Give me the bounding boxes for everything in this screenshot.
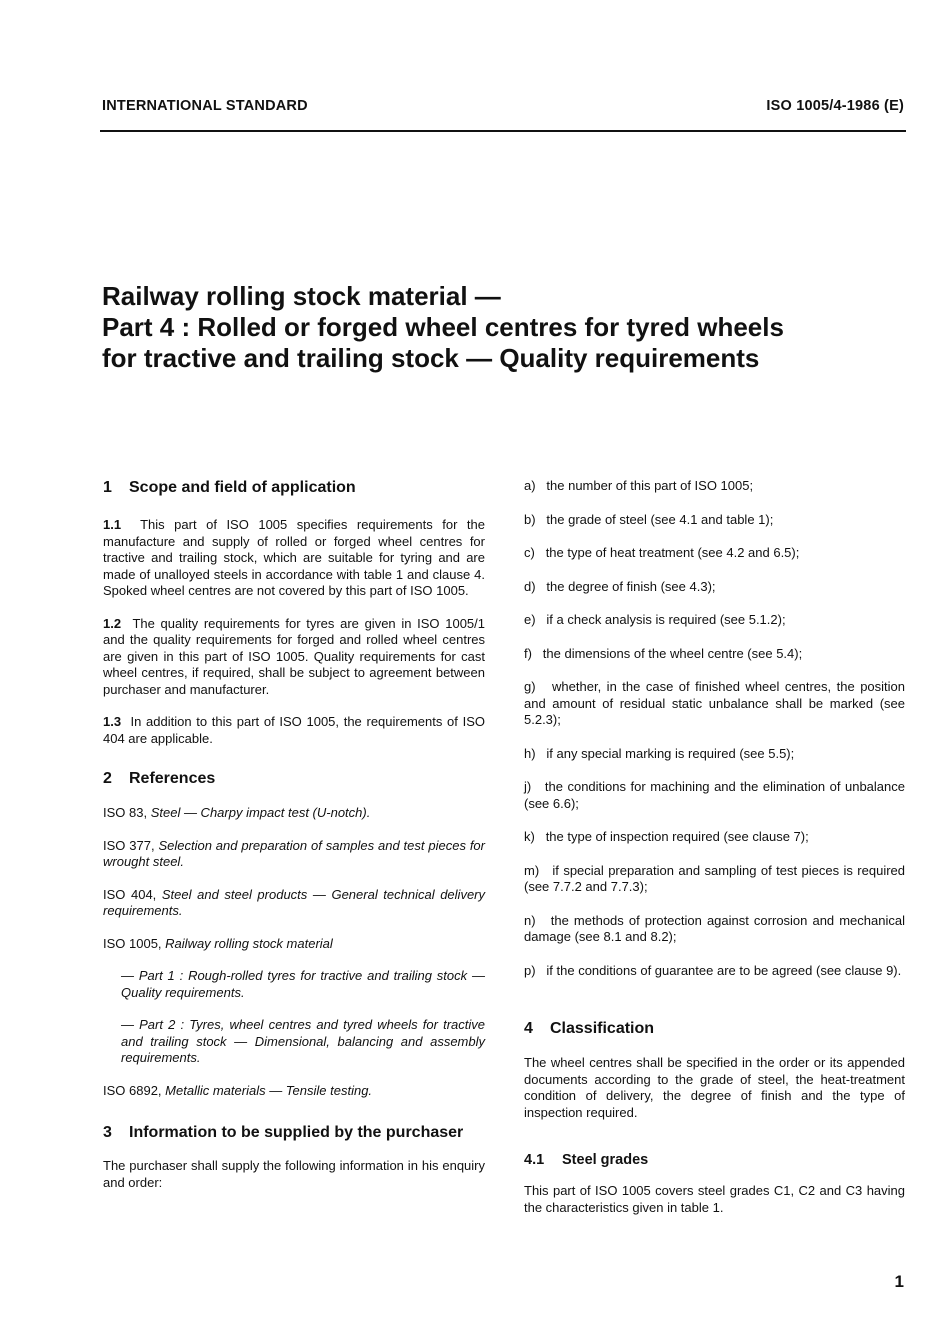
section-3-heading: 3 Information to be supplied by the purchaser bbox=[103, 1124, 464, 1141]
header-rule bbox=[100, 130, 906, 132]
list-item: a) the number of this part of ISO 1005; bbox=[524, 478, 754, 493]
list-item: p) if the conditions of guarantee are to be agreed (see clause 9). bbox=[524, 962, 902, 978]
list-item: j) the conditions for machining and the elimination of unbalance (see 6.6); bbox=[524, 779, 905, 811]
paragraph-1-1: 1.1 This part of ISO 1005 specifies requirements for the manufacture and supply of rolled or forged wheel centres for tractive and trailing stock, which are suitable for tyring and are made of unalloyed steels in accordance with table 1 and clause 4. Spoked wheel centres are not covered by this part of ISO 1005. bbox=[103, 517, 485, 598]
title-line-1: Railway rolling stock material — bbox=[102, 281, 501, 311]
list-item: n) the methods of protection against corrosion and mechanical damage (see 8.1 and 8.2); bbox=[524, 912, 905, 944]
list-item: k) the type of inspection required (see clause 7); bbox=[524, 829, 809, 844]
section-4-text: The wheel centres shall be specified in the order or its appended documents according to the grade of steel, the heat-treatment condition of delivery, the degree of finish and the type of inspection required. bbox=[524, 1055, 905, 1120]
reference-iso-1005: ISO 1005, Railway rolling stock material bbox=[103, 935, 333, 951]
header-standard-label: INTERNATIONAL STANDARD bbox=[102, 98, 308, 114]
page-number: 1 bbox=[894, 1272, 904, 1291]
section-1-heading: 1 Scope and field of application bbox=[103, 479, 356, 496]
reference-iso-6892: ISO 6892, Metallic materials — Tensile testing. bbox=[103, 1082, 373, 1098]
reference-iso-1005-part-1: — Part 1 : Rough-rolled tyres for tractive and trailing stock — Quality requirements. bbox=[121, 968, 485, 1000]
list-item: f) the dimensions of the wheel centre (see 5.4); bbox=[524, 645, 803, 661]
list-item: h) if any special marking is required (see 5.5); bbox=[524, 745, 795, 761]
list-item: c) the type of heat treatment (see 4.2 and 6.5); bbox=[524, 545, 800, 560]
list-item: g) whether, in the case of finished wheel centres, the position and amount of residual static unbalance shall be marked (see 5.2.3); bbox=[524, 679, 905, 727]
section-2-heading: 2 References bbox=[103, 770, 216, 787]
right-column bbox=[524, 478, 905, 1216]
list-item: e) if a check analysis is required (see 5.1.2); bbox=[524, 612, 786, 627]
section-4-heading: 4 Classification bbox=[524, 1020, 655, 1037]
document-title bbox=[102, 281, 922, 374]
reference-iso-83: ISO 83, Steel — Charpy impact test (U-notch). bbox=[103, 805, 371, 820]
title-line-3: for tractive and trailing stock — Quality requirements bbox=[102, 343, 760, 373]
section-4-1-text: This part of ISO 1005 covers steel grades C1, C2 and C3 having the characteristics given in table 1. bbox=[524, 1183, 905, 1215]
paragraph-1-2: 1.2 The quality requirements for tyres are given in ISO 1005/1 and the quality requirements for forged and rolled wheel centres are given in this part of ISO 1005. Quality requirements for cast wheel centres, if required, shall be subject to agreement between purchaser and manufacturer. bbox=[103, 615, 485, 697]
purchaser-information-list bbox=[524, 478, 905, 979]
header-document-code: ISO 1005/4-1986 (E) bbox=[766, 98, 904, 114]
reference-iso-404: ISO 404, Steel and steel products — General technical delivery requirements. bbox=[103, 886, 485, 918]
list-item: m) if special preparation and sampling of test pieces is required (see 7.7.2 and 7.7.3); bbox=[524, 862, 905, 894]
section-3-intro: The purchaser shall supply the following information in his enquiry and order: bbox=[103, 1158, 485, 1190]
left-column bbox=[103, 478, 485, 1191]
list-item: d) the degree of finish (see 4.3); bbox=[524, 578, 716, 594]
list-item: b) the grade of steel (see 4.1 and table 1); bbox=[524, 511, 774, 527]
section-4-1-heading: 4.1 Steel grades bbox=[524, 1152, 649, 1168]
paragraph-1-3: 1.3 In addition to this part of ISO 1005, the requirements of ISO 404 are applicable. bbox=[103, 714, 485, 746]
reference-iso-1005-part-2: — Part 2 : Tyres, wheel centres and tyred wheels for tractive and trailing stock — Dimensional, balancing and assembly requirements. bbox=[121, 1017, 485, 1065]
reference-iso-377: ISO 377, Selection and preparation of samples and test pieces for wrought steel. bbox=[103, 837, 485, 869]
title-line-2: Part 4 : Rolled or forged wheel centres for tyred wheels bbox=[102, 312, 784, 342]
